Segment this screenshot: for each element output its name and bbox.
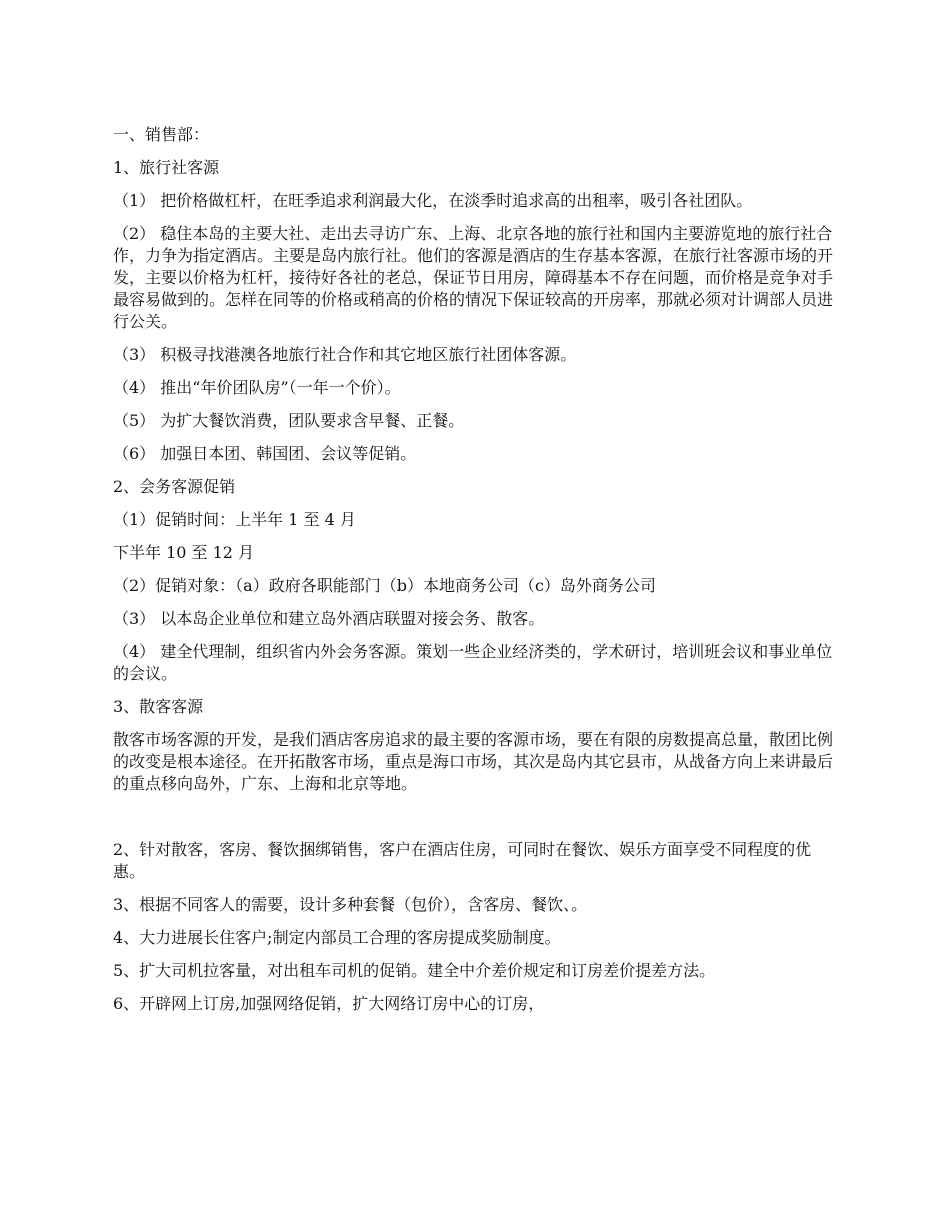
subheading-conference: 2、会务客源促销 [113, 477, 236, 496]
paragraph: （6） 加强日本团、韩国团、会议等促销。 [113, 444, 417, 463]
paragraph: 4、大力进展长住客户;制定内部员工合理的客房提成奖励制度。 [113, 928, 561, 947]
document-body [113, 124, 843, 1026]
paragraph: （4） 建全代理制，组织省内外会务客源。策划一些企业经济类的，学术研讨，培训班会议和事业单位的会议。 [113, 642, 833, 683]
paragraph: 散客市场客源的开发，是我们酒店客房追求的最主要的客源市场，要在有限的房数提高总量，散团比例的改变是根本途径。在开拓散客市场，重点是海口市场，其次是岛内其它县市，从战备方向上来讲最后的重点移向岛外，广东、上海和北京等地。 [113, 730, 834, 793]
section-heading-sales: 一、销售部： [113, 125, 210, 144]
blank-line [113, 806, 843, 828]
paragraph: 2、针对散客，客房、餐饮捆绑销售，客户在酒店住房，可同时在餐饮、娱乐方面享受不同程度的优惠。 [113, 840, 812, 881]
subheading-individual: 3、散客客源 [113, 697, 204, 716]
paragraph: （5） 为扩大餐饮消费，团队要求含早餐、正餐。 [113, 411, 465, 430]
paragraph: 3、根据不同客人的需要，设计多种套餐（包价），含客房、餐饮、。 [113, 895, 588, 914]
paragraph: （3） 积极寻找港澳各地旅行社合作和其它地区旅行社团体客源。 [113, 345, 577, 364]
paragraph: （1）促销时间：上半年 1 至 4 月 [113, 510, 356, 529]
paragraph: （2） 稳住本岛的主要大社、走出去寻访广东、上海、北京各地的旅行社和国内主要游览地的旅行社合作，力争为指定酒店。主要是岛内旅行社。他们的客源是酒店的生存基本客源，在旅行社客源市场的开发，主要以价格为杠杆，接待好各社的老总，保证节日用房，障碍基本不存在问题，而价格是竞争对手最容易做到的。怎样在同等的价格或稍高的价格的情况下保证较高的开房率，那就必须对计调部人员进行公关。 [113, 224, 834, 331]
paragraph: （4） 推出“年价团队房”（一年一个价）。 [113, 378, 401, 397]
subheading-travel-agency: 1、旅行社客源 [113, 158, 220, 177]
paragraph: 下半年 10 至 12 月 [113, 543, 255, 562]
paragraph: 6、开辟网上订房,加强网络促销，扩大网络订房中心的订房， [113, 994, 545, 1013]
paragraph: （3） 以本岛企业单位和建立岛外酒店联盟对接会务、散客。 [113, 609, 545, 628]
paragraph: 5、扩大司机拉客量，对出租车司机的促销。建全中介差价规定和订房差价提差方法。 [113, 961, 716, 980]
paragraph: （2）促销对象：（a）政府各职能部门（b）本地商务公司（c）岛外商务公司 [113, 576, 656, 595]
paragraph: （1） 把价格做杠杆，在旺季追求利润最大化，在淡季时追求高的出租率，吸引各社团队。 [113, 191, 753, 210]
